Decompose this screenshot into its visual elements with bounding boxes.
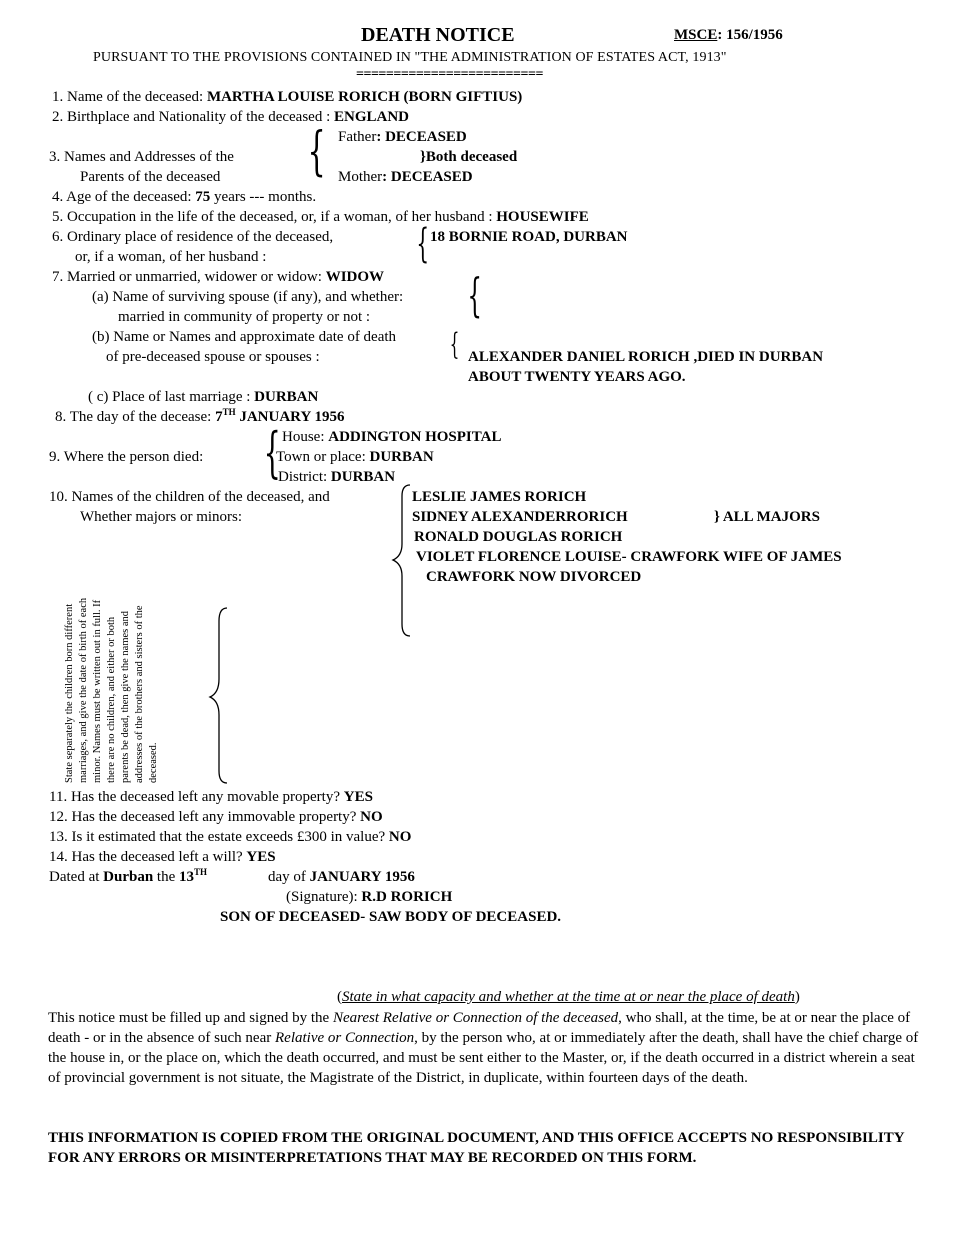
item-1 bbox=[52, 88, 522, 106]
item-7a-label-b: married in community of property or not : bbox=[118, 309, 371, 325]
item-14 bbox=[49, 848, 276, 866]
item-1-value: MARTHA LOUISE RORICH (BORN GIFTIUS) bbox=[206, 89, 523, 105]
item-8-day-suffix: TH bbox=[222, 407, 236, 417]
case-reference-label: MSCE bbox=[674, 27, 718, 43]
filing-instructions-italic-1: Nearest Relative or Connection of the deceased bbox=[332, 1010, 619, 1026]
item-7c-label: ( c) Place of last marriage : bbox=[88, 389, 255, 405]
filing-instructions-part-1: This notice must be filled up and signed by the bbox=[48, 1010, 333, 1026]
item-7b-brace: { bbox=[449, 327, 460, 362]
item-2-value: ENGLAND bbox=[333, 109, 409, 125]
dated-day-of: day of bbox=[268, 869, 310, 885]
dated-month-line bbox=[268, 868, 415, 886]
item-4-suffix: years --- months. bbox=[210, 189, 317, 205]
signatory-capacity: SON OF DECEASED- SAW BODY OF DECEASED. bbox=[220, 909, 562, 925]
item-9-town bbox=[276, 448, 434, 466]
item-11-value: YES bbox=[343, 789, 373, 805]
item-3-father-label: Father bbox=[338, 129, 377, 145]
item-5-label: 5. Occupation in the life of the deceased, or, if a woman, of her husband : bbox=[52, 209, 497, 225]
capacity-instruction-text: State in what capacity and whether at the time at or near the place of death bbox=[342, 989, 795, 1005]
capacity-instruction-close: ) bbox=[794, 989, 800, 1005]
item-14-label: 14. Has the deceased left a will? bbox=[49, 849, 247, 865]
item-10-child-2: SIDNEY ALEXANDERRORICH bbox=[412, 509, 628, 525]
case-reference bbox=[674, 27, 783, 44]
side-note-brace bbox=[205, 605, 235, 787]
item-7-label: 7. Married or unmarried, widower or widow: bbox=[52, 269, 326, 285]
item-2 bbox=[52, 108, 409, 126]
item-3-brace: { bbox=[307, 122, 326, 182]
item-2-label: 2. Birthplace and Nationality of the deceased : bbox=[52, 109, 334, 125]
dated-day bbox=[179, 869, 207, 885]
item-6-label-b: or, if a woman, of her husband : bbox=[75, 249, 267, 265]
item-9-house bbox=[282, 428, 501, 446]
item-7c bbox=[88, 388, 318, 406]
item-11 bbox=[49, 788, 373, 806]
item-8 bbox=[55, 408, 345, 426]
side-instruction-note: State separately the children born different marriages, and give the date of birth of each minor. Names must be written out in full. If there are no children, and either or both parents be dead, then give the names and addresses of the brothers and sisters of the deceased. bbox=[64, 597, 159, 783]
item-7a-label-a: (a) Name of surviving spouse (if any), and whether: bbox=[92, 289, 404, 305]
item-9-brace: { bbox=[263, 421, 281, 484]
capacity-instruction-open: ( bbox=[337, 989, 342, 1005]
dated-place: Durban bbox=[103, 869, 154, 885]
item-4-label: 4. Age of the deceased: bbox=[52, 189, 196, 205]
item-8-month-year: JANUARY 1956 bbox=[235, 409, 345, 425]
item-7b-value-a: ALEXANDER DANIEL RORICH ,DIED IN DURBAN bbox=[468, 349, 824, 365]
item-4-value: 75 bbox=[195, 189, 211, 205]
item-13-label: 13. Is it estimated that the estate exceeds £300 in value? bbox=[49, 829, 389, 845]
signature-value: R.D RORICH bbox=[361, 889, 453, 905]
dated-day-number: 13 bbox=[179, 869, 194, 885]
dated-the: the bbox=[153, 869, 179, 885]
item-9-house-value: ADDINGTON HOSPITAL bbox=[328, 429, 502, 445]
item-10-label-a: 10. Names of the children of the deceased, and bbox=[49, 489, 330, 505]
separator-line: ========================= bbox=[356, 67, 543, 82]
item-8-day: 7 bbox=[215, 409, 223, 425]
item-12-label: 12. Has the deceased left any immovable property? bbox=[49, 809, 361, 825]
item-9-town-label: Town or place: bbox=[276, 449, 370, 465]
item-9-house-label: House: bbox=[282, 429, 329, 445]
item-5-value: HOUSEWIFE bbox=[496, 209, 589, 225]
item-9-label: 9. Where the person died: bbox=[49, 449, 204, 465]
filing-instructions-part-2: , who shall, at the time, be at or near the place of death - or in the absence of such near bbox=[48, 1010, 911, 1046]
dated-day-suffix: TH bbox=[194, 867, 208, 877]
item-6-value: 18 BORNIE ROAD, DURBAN bbox=[430, 229, 628, 245]
filing-instructions-part-3: , by the person who, at or immediately after the death, shall have the chief charge of the house in, or the place on, which the death occurred, and must be sent either to the Master, or, if the death occurred in a district wherein a seat of provincial government is not situate, the Magistrate of the District, in duplicate, within fourteen days of the death. bbox=[48, 1030, 919, 1086]
item-3-mother-value: : DECEASED bbox=[382, 169, 473, 185]
item-3-both-deceased: }Both deceased bbox=[420, 149, 518, 165]
item-12 bbox=[49, 808, 383, 826]
capacity-instruction bbox=[337, 988, 800, 1006]
case-reference-value: : 156/1956 bbox=[717, 27, 783, 43]
item-6-brace: { bbox=[416, 221, 430, 267]
item-13 bbox=[49, 828, 411, 846]
item-3-father-value: : DECEASED bbox=[376, 129, 467, 145]
item-9-town-value: DURBAN bbox=[369, 449, 434, 465]
item-10-child-4b: CRAWFORK NOW DIVORCED bbox=[426, 569, 642, 585]
disclaimer: THIS INFORMATION IS COPIED FROM THE ORIGINAL DOCUMENT, AND THIS OFFICE ACCEPTS NO RESPONSIBILITY FOR ANY ERRORS OR MISINTERPRETATIONS THAT MAY BE RECORDED ON THIS FORM. bbox=[48, 1130, 904, 1166]
item-14-value: YES bbox=[246, 849, 276, 865]
item-10-all-majors: } ALL MAJORS bbox=[714, 509, 820, 525]
item-8-label: 8. The day of the decease: bbox=[55, 409, 216, 425]
item-7b-label-a: (b) Name or Names and approximate date of death bbox=[92, 329, 397, 345]
item-12-value: NO bbox=[360, 809, 383, 825]
item-3-mother-label: Mother bbox=[338, 169, 383, 185]
item-7 bbox=[52, 268, 384, 286]
item-4 bbox=[52, 188, 316, 206]
item-7-value: WIDOW bbox=[325, 269, 385, 285]
item-9-district-label: District: bbox=[278, 469, 331, 485]
item-11-label: 11. Has the deceased left any movable property? bbox=[49, 789, 344, 805]
signature-label: (Signature): bbox=[286, 889, 362, 905]
item-6-label-a: 6. Ordinary place of residence of the deceased, bbox=[52, 229, 334, 245]
item-10-child-3: RONALD DOUGLAS RORICH bbox=[414, 529, 623, 545]
item-7c-value: DURBAN bbox=[254, 389, 319, 405]
item-7a-brace: { bbox=[467, 268, 482, 322]
item-7b-value-b: ABOUT TWENTY YEARS AGO. bbox=[468, 369, 686, 385]
document-subtitle: PURSUANT TO THE PROVISIONS CONTAINED IN "THE ADMINISTRATION OF ESTATES ACT, 1913" bbox=[93, 50, 727, 65]
dated-month-year: JANUARY 1956 bbox=[309, 869, 415, 885]
dated-at-label: Dated at bbox=[49, 869, 104, 885]
signature-line bbox=[286, 888, 452, 906]
item-9-district-value: DURBAN bbox=[330, 469, 396, 485]
item-9-district bbox=[278, 468, 395, 486]
item-5 bbox=[52, 208, 589, 226]
item-7b-label-b: of pre-deceased spouse or spouses : bbox=[106, 349, 320, 365]
item-13-value: NO bbox=[388, 829, 412, 845]
item-1-label: 1. Name of the deceased: bbox=[52, 89, 207, 105]
item-3-father bbox=[338, 128, 467, 146]
item-10-label-b: Whether majors or minors: bbox=[80, 509, 243, 525]
item-10-child-4a: VIOLET FLORENCE LOUISE- CRAWFORK WIFE OF JAMES bbox=[416, 549, 842, 565]
item-3-label-a: 3. Names and Addresses of the bbox=[49, 149, 234, 165]
item-3-mother bbox=[338, 168, 473, 186]
filing-instructions bbox=[48, 1008, 928, 1088]
document-title: DEATH NOTICE bbox=[361, 24, 515, 46]
item-3-label-b: Parents of the deceased bbox=[80, 169, 221, 185]
filing-instructions-italic-2: Relative or Connection bbox=[275, 1030, 415, 1046]
dated-at-line bbox=[49, 868, 207, 886]
item-10-child-1: LESLIE JAMES RORICH bbox=[412, 489, 587, 505]
